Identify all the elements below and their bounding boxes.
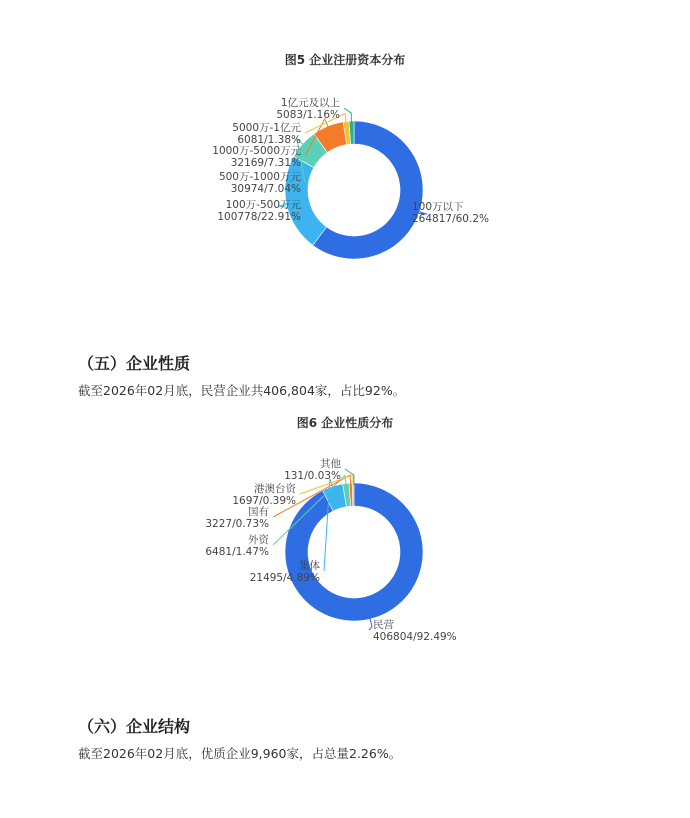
slice-value-label: 30974/7.04% bbox=[230, 183, 301, 195]
section-heading-enterprise-nature: （五）企业性质 bbox=[78, 354, 191, 373]
slice-value-label: 131/0.03% bbox=[284, 470, 341, 482]
slice-value-label: 6481/1.47% bbox=[205, 546, 269, 558]
slice-value-label: 6081/1.38% bbox=[237, 134, 301, 146]
donut-chart-enterprise-nature bbox=[0, 432, 690, 682]
slice-label: 5000万-1亿元 bbox=[232, 122, 301, 134]
slice-label: 1000万-5000万元 bbox=[212, 145, 301, 157]
donut-slice[interactable] bbox=[352, 483, 354, 506]
slice-label: 港澳台资 bbox=[254, 483, 296, 495]
slice-label: 外资 bbox=[248, 534, 269, 546]
slice-label: 国有 bbox=[248, 506, 269, 518]
slice-value-label: 32169/7.31% bbox=[230, 157, 301, 169]
slice-value-label: 264817/60.2% bbox=[412, 213, 489, 225]
chart-title-registered-capital: 图5 企业注册资本分布 bbox=[284, 53, 406, 67]
chart-title-enterprise-nature: 图6 企业性质分布 bbox=[296, 416, 394, 430]
slice-value-label: 5083/1.16% bbox=[276, 109, 340, 121]
slice-value-label: 100778/22.91% bbox=[217, 211, 301, 223]
slice-label: 集体 bbox=[299, 560, 320, 572]
slice-value-label: 3227/0.73% bbox=[205, 518, 269, 530]
section-heading-enterprise-structure: （六）企业结构 bbox=[78, 717, 191, 736]
slice-value-label: 1697/0.39% bbox=[232, 495, 296, 507]
slice-label: 100万以下 bbox=[412, 201, 464, 213]
slice-label: 其他 bbox=[320, 458, 341, 470]
slice-value-label: 21495/4.89% bbox=[249, 572, 320, 584]
donut-chart-registered-capital bbox=[0, 70, 690, 330]
slice-label: 500万-1000万元 bbox=[218, 171, 301, 183]
slice-label: 1亿元及以上 bbox=[280, 97, 340, 109]
paragraph-quality-enterprises: 截至2026年02月底，优质企业9,960家，占总量2.26%。 bbox=[78, 746, 402, 761]
paragraph-private-enterprises: 截至2026年02月底，民营企业共406,804家，占比92%。 bbox=[78, 383, 406, 398]
slice-label: 100万-500万元 bbox=[225, 199, 301, 211]
slice-value-label: 406804/92.49% bbox=[373, 631, 457, 643]
slice-label: 民营 bbox=[373, 619, 394, 631]
